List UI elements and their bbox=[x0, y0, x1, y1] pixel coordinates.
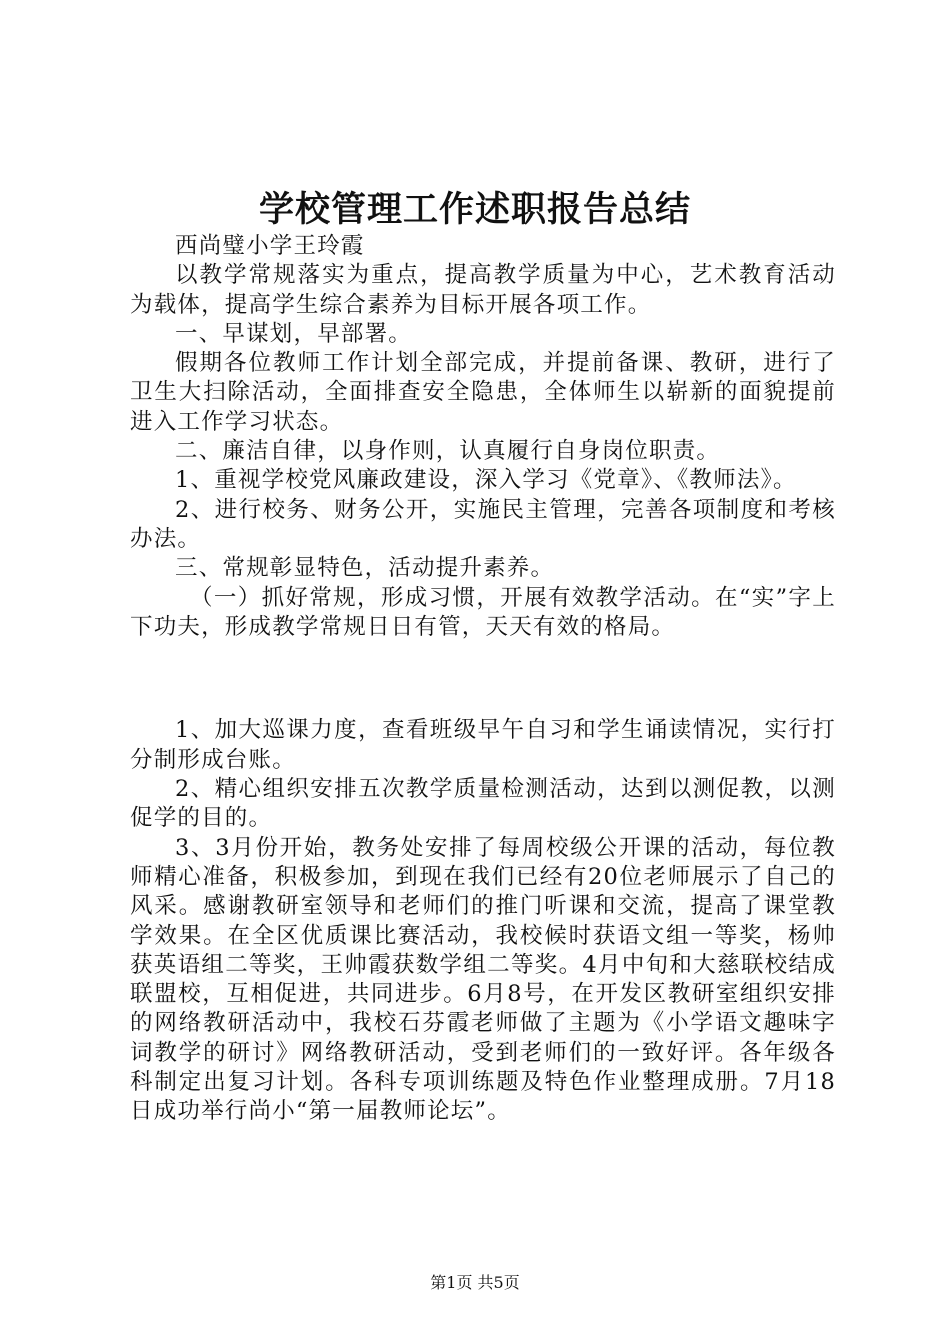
body-paragraph: 三、常规彰显特色，活动提升素养。 bbox=[175, 555, 555, 582]
body-paragraph: 3、3月份开始，教务处安排了每周校级公开课的活动，每位教师精心准备，积极参加，到现在我们已经有20位老师展示了自己的风采。感谢教研室领导和老师们的推门听课和交流，提高了课堂教学效果。在全区优质课比赛活动，我校候时获语文组一等奖，杨帅获英语组二等奖，王帅霞获数学组二等奖。4月中旬和大慈联校结成联盟校，互相促进，共同进步。6月8号，在开发区教研室组织安排的网络教研活动中，我校石芬霞老师做了主题为《小学语文趣味字词教学的研讨》网络教研活动，受到老师们的一致好评。各年级各科制定出复习计划。各科专项训练题及特色作业整理成册。7月18日成功举行尚小“第一届教师论坛”。 bbox=[130, 834, 836, 1125]
blank-line bbox=[130, 665, 836, 694]
body-paragraph: 2、精心组织安排五次教学质量检测活动，达到以测促教，以测促学的目的。 bbox=[130, 776, 836, 832]
page-footer: 第1页 共5页 bbox=[430, 1273, 520, 1292]
body-paragraph: 西尚璧小学王玲霞 bbox=[175, 233, 365, 259]
body-paragraph: （一）抓好常规，形成习惯，开展有效教学活动。在“实”字上下功夫，形成教学常规日日有管，天天有效的格局。 bbox=[130, 584, 836, 640]
body-paragraph: 2、进行校务、财务公开，实施民主管理，完善各项制度和考核办法。 bbox=[130, 496, 836, 552]
body-paragraph: 1、加大巡课力度，查看班级早午自习和学生诵读情况，实行打分制形成台账。 bbox=[130, 717, 836, 773]
body-paragraph: 一、早谋划，早部署。 bbox=[175, 320, 413, 347]
body-paragraph: 二、廉洁自律，以身作则，认真履行自身岗位职责。 bbox=[175, 438, 721, 465]
document-title: 学校管理工作述职报告总结 bbox=[258, 189, 691, 230]
document-body bbox=[130, 232, 836, 1127]
body-paragraph: 假期各位教师工作计划全部完成，并提前备课、教研，进行了卫生大扫除活动，全面排查安全隐患，全体师生以崭新的面貌提前进入工作学习状态。 bbox=[130, 350, 836, 435]
body-paragraph: 以教学常规落实为重点，提高教学质量为中心，艺术教育活动为载体，提高学生综合素养为目标开展各项工作。 bbox=[130, 262, 836, 318]
body-paragraph: 1、重视学校党风廉政建设，深入学习《党章》、《教师法》。 bbox=[175, 467, 797, 494]
